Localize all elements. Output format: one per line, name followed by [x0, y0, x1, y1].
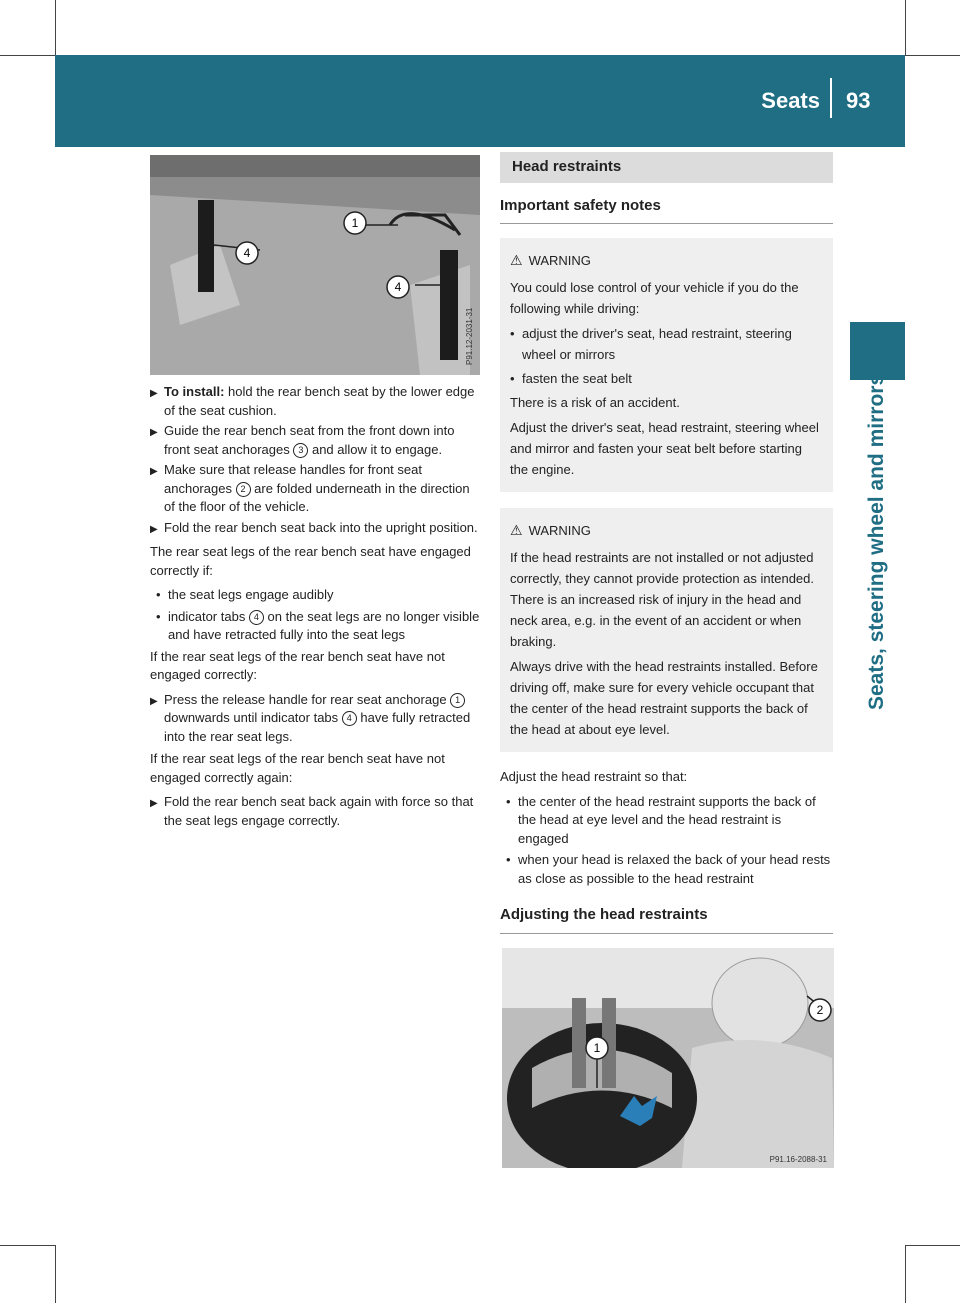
arrow-icon: ▶	[150, 695, 158, 707]
crop-mark	[905, 0, 906, 55]
callout-ref: 4	[249, 610, 264, 625]
callout-label: 1	[593, 1041, 601, 1055]
instruction-step: ▶ Press the release handle for rear seat anchorage 1 downwards until indicator tabs 4 have fully retracted into the rear seat legs.	[150, 691, 480, 747]
section-heading: Head restraints	[500, 152, 833, 183]
arrow-icon: ▶	[150, 798, 158, 809]
warning-title: ⚠ WARNING	[510, 252, 591, 268]
warning-box	[500, 238, 833, 492]
list-item: • indicator tabs 4 on the seat legs are no longer visible and have retracted fully into the seat legs	[150, 608, 480, 645]
instruction-step: ▶ Fold the rear bench seat back into the upright position.	[150, 519, 480, 540]
bullet-icon: •	[506, 793, 511, 809]
bullet-icon: •	[156, 587, 161, 602]
subsection-heading: Adjusting the head restraints	[500, 906, 708, 923]
crop-mark	[0, 55, 55, 56]
instruction-step: ▶ Guide the rear bench seat from the front down into front seat anchorages 3 and allow it to engage.	[150, 422, 480, 459]
instruction-step: ▶ Fold the rear bench seat back again with force so that the seat legs engage correctly.	[150, 793, 480, 830]
callout-label: 1	[351, 216, 359, 230]
warning-text: There is a risk of an accident.	[510, 395, 680, 410]
divider	[500, 933, 833, 934]
callout-label: 4	[243, 246, 251, 260]
bullet-icon: •	[510, 371, 515, 386]
paragraph: If the rear seat legs of the rear bench seat have not engaged correctly:	[150, 648, 445, 682]
crop-mark	[0, 1245, 55, 1246]
page-number: 93	[846, 88, 871, 113]
instruction-step: ▶ Make sure that release handles for front seat anchorages 2 are folded underneath in the direction of the floor of the vehicle.	[150, 461, 480, 517]
left-column	[150, 383, 480, 832]
bullet-icon: •	[510, 326, 515, 341]
header-divider	[830, 78, 832, 118]
warning-box	[500, 508, 833, 752]
page-title: Seats	[761, 88, 820, 113]
bullet-icon: •	[156, 608, 161, 624]
warning-title: ⚠ WARNING	[510, 522, 591, 538]
paragraph: The rear seat legs of the rear bench seat have engaged correctly if:	[150, 544, 471, 578]
arrow-icon: ▶	[150, 388, 158, 399]
crop-mark	[55, 0, 56, 55]
chapter-tab	[850, 322, 905, 380]
warning-icon: ⚠	[510, 252, 523, 268]
seat-legs-illustration	[150, 155, 480, 375]
callout-ref: 1	[450, 693, 465, 708]
figure-code: P91.16-2088-31	[769, 1155, 827, 1164]
warning-text: You could lose control of your vehicle if you do the following while driving:	[510, 280, 799, 316]
instruction-step: ▶ To install: hold the rear bench seat by the lower edge of the seat cushion.	[150, 383, 480, 420]
head-restraint-illustration	[502, 948, 834, 1168]
callout-label: 4	[394, 280, 402, 294]
warning-text: If the head restraints are not installed or not adjusted correctly, they cannot provide protection as intended. There is an increased risk of injury in the head and neck area, e.g. in the event of an accident or when braking.	[510, 550, 814, 649]
callout-ref: 4	[342, 711, 357, 726]
list-item: • the seat legs engage audibly	[150, 586, 480, 605]
arrow-icon: ▶	[150, 523, 158, 535]
list-item: • when your head is relaxed the back of your head rests as close as possible to the head restraint	[500, 851, 833, 888]
arrow-icon: ▶	[150, 427, 158, 438]
list-item: • fasten the seat belt	[510, 368, 823, 389]
callout-label: 2	[816, 1003, 824, 1017]
arrow-icon: ▶	[150, 466, 158, 477]
crop-mark	[905, 1245, 960, 1246]
subsection-heading: Important safety notes	[500, 196, 661, 214]
warning-text: Always drive with the head restraints installed. Before driving off, make sure for every vehicle occupant that the center of the head restraint supports the back of the head at about eye level.	[510, 659, 818, 737]
callout-ref: 3	[293, 443, 308, 458]
list-item: • the center of the head restraint supports the back of the head at eye level and the head restraint is engaged	[500, 793, 833, 849]
crop-mark	[905, 55, 960, 56]
bullet-icon: •	[506, 852, 511, 867]
paragraph: If the rear seat legs of the rear bench seat have not engaged correctly again:	[150, 751, 445, 785]
paragraph: Adjust the head restraint so that:	[500, 769, 688, 784]
warning-icon: ⚠	[510, 522, 523, 538]
chapter-label: Seats, steering wheel and mirrors	[865, 373, 888, 710]
crop-mark	[55, 1245, 56, 1303]
list-item: • adjust the driver's seat, head restraint, steering wheel or mirrors	[510, 323, 823, 365]
right-column	[500, 152, 833, 948]
callout-ref: 2	[236, 482, 251, 497]
warning-text: Adjust the driver's seat, head restraint, steering wheel and mirror and fasten your seat belt before starting the engine.	[510, 420, 819, 477]
divider	[500, 223, 833, 224]
figure-code: P91.12-2031-31	[465, 307, 474, 365]
crop-mark	[905, 1245, 906, 1303]
